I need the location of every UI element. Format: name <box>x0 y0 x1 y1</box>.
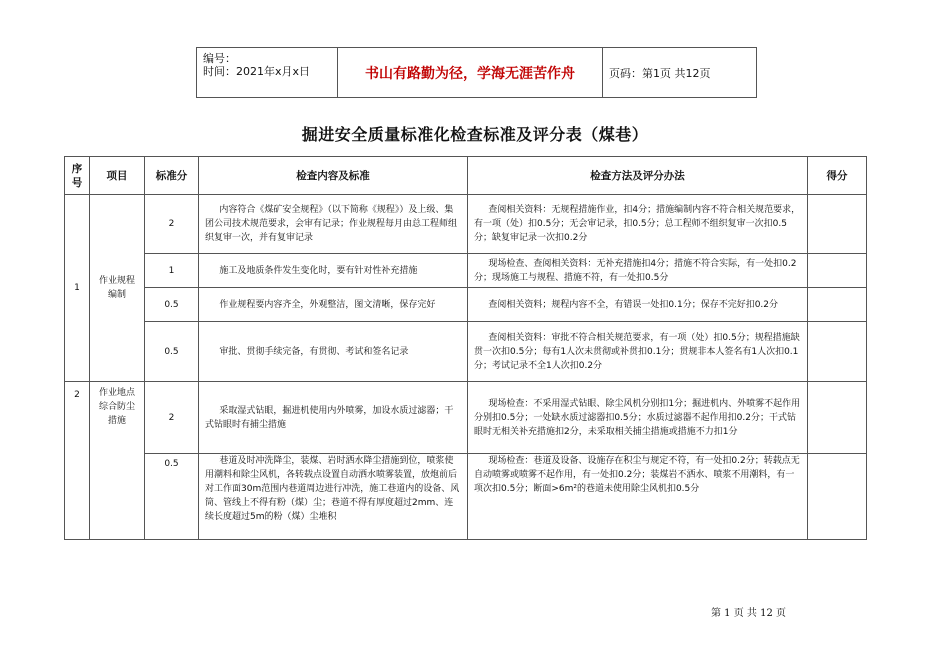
scoring-table <box>64 156 867 540</box>
content-cell: 审批、贯彻手续完备，有贯彻、考试和签名记录 <box>199 322 468 382</box>
table-row <box>65 322 867 382</box>
method-cell: 查阅相关资料：无规程措施作业，扣4分；措施编制内容不符合相关规范要求，有一项（处）扣0.5分；无会审记录，扣0.5分；总工程师不组织复审一次扣0.5分；缺复审记录一次扣0.2分 <box>468 195 808 254</box>
content-cell: 内容符合《煤矿安全规程》（以下简称《规程》）及上级、集团公司技术规范要求，会审有记录；作业规程每月由总工程师组织复审一次，并有复审记录 <box>199 195 468 254</box>
header-page-number: 页码：第1页 共12页 <box>609 66 711 80</box>
page-footer: 第 1 页 共 12 页 <box>711 608 786 619</box>
result-cell[interactable] <box>808 454 867 540</box>
document-title: 掘进安全质量标准化检查标准及评分表（煤巷） <box>301 125 649 144</box>
header-seq: 序号 <box>65 157 90 195</box>
content-cell: 采取湿式钻眼，掘进机使用内外喷雾，加设水质过滤器；干式钻眼时有捕尘措施 <box>199 382 468 454</box>
result-cell[interactable] <box>808 382 867 454</box>
seq-cell: 2 <box>65 382 90 540</box>
method-cell: 现场检查：不采用湿式钻眼、除尘风机分别扣1分；掘进机内、外喷雾不起作用分别扣0.5分；一处缺水质过滤器扣0.5分；水质过滤器不起作用扣0.2分；干式钻眼时无相关补充措施扣2分，未采取相关捕尘措施或措施不力扣1分 <box>468 382 808 454</box>
table-row <box>65 195 867 254</box>
header-project: 项目 <box>90 157 145 195</box>
result-cell[interactable] <box>808 322 867 382</box>
document-number: 编号： <box>203 52 236 65</box>
project-cell: 作业规程编制 <box>90 195 145 382</box>
method-cell: 现场检查、查阅相关资料：无补充措施扣4分；措施不符合实际，有一处扣0.2分；现场施工与规程、措施不符，有一处扣0.5分 <box>468 254 808 288</box>
document-date: 时间：2021年x月x日 <box>203 65 311 78</box>
score-cell: 2 <box>145 382 199 454</box>
table-row <box>65 254 867 288</box>
table-row <box>65 288 867 322</box>
content-cell: 施工及地质条件发生变化时，要有针对性补充措施 <box>199 254 468 288</box>
method-cell: 查阅相关资料；规程内容不全，有错误一处扣0.1分；保存不完好扣0.2分 <box>468 288 808 322</box>
result-cell[interactable] <box>808 254 867 288</box>
header-slogan: 书山有路勤为径，学海无涯苦作舟 <box>338 48 603 97</box>
header-content: 检查内容及标准 <box>199 157 468 195</box>
content-cell: 作业规程要内容齐全，外观整洁，图文清晰，保存完好 <box>199 288 468 322</box>
method-cell: 现场检查：巷道及设备、设施存在积尘与规定不符，有一处扣0.2分；转载点无自动喷雾或喷雾不起作用，有一处扣0.2分；装煤岩不洒水、喷浆不用潮料，有一项次扣0.5分；断面>6m²的巷道未使用除尘风机扣0.5分 <box>468 454 808 540</box>
result-cell[interactable] <box>808 195 867 254</box>
document-header <box>196 47 757 98</box>
score-cell: 1 <box>145 254 199 288</box>
table-row <box>65 382 867 454</box>
score-cell: 0.5 <box>145 454 199 540</box>
seq-cell: 1 <box>65 195 90 382</box>
header-method: 检查方法及评分办法 <box>468 157 808 195</box>
header-score: 标准分 <box>145 157 199 195</box>
score-cell: 0.5 <box>145 288 199 322</box>
table-header-row <box>65 157 867 195</box>
content-cell: 巷道及时冲洗降尘，装煤、岩时洒水降尘措施到位，喷浆使用潮料和除尘风机，各转载点设置自动洒水喷雾装置，放炮前后对工作面30m范围内巷道周边进行冲洗，施工巷道内的设备、风筒、管线上不得有粉（煤）尘；巷道不得有厚度超过2mm、连续长度超过5m的粉（煤）尘堆积 <box>199 454 468 540</box>
result-cell[interactable] <box>808 288 867 322</box>
score-cell: 2 <box>145 195 199 254</box>
method-cell: 查阅相关资料：审批不符合相关规范要求，有一项（处）扣0.5分；规程措施缺贯一次扣0.5分；每有1人次未贯彻或补贯扣0.1分；贯规非本人签名有1人次扣0.1分；考试记录不全1人次扣0.2分 <box>468 322 808 382</box>
header-meta <box>197 48 338 97</box>
score-cell: 0.5 <box>145 322 199 382</box>
table-row <box>65 454 867 540</box>
header-result: 得分 <box>808 157 867 195</box>
project-cell: 作业地点综合防尘措施 <box>90 382 145 540</box>
